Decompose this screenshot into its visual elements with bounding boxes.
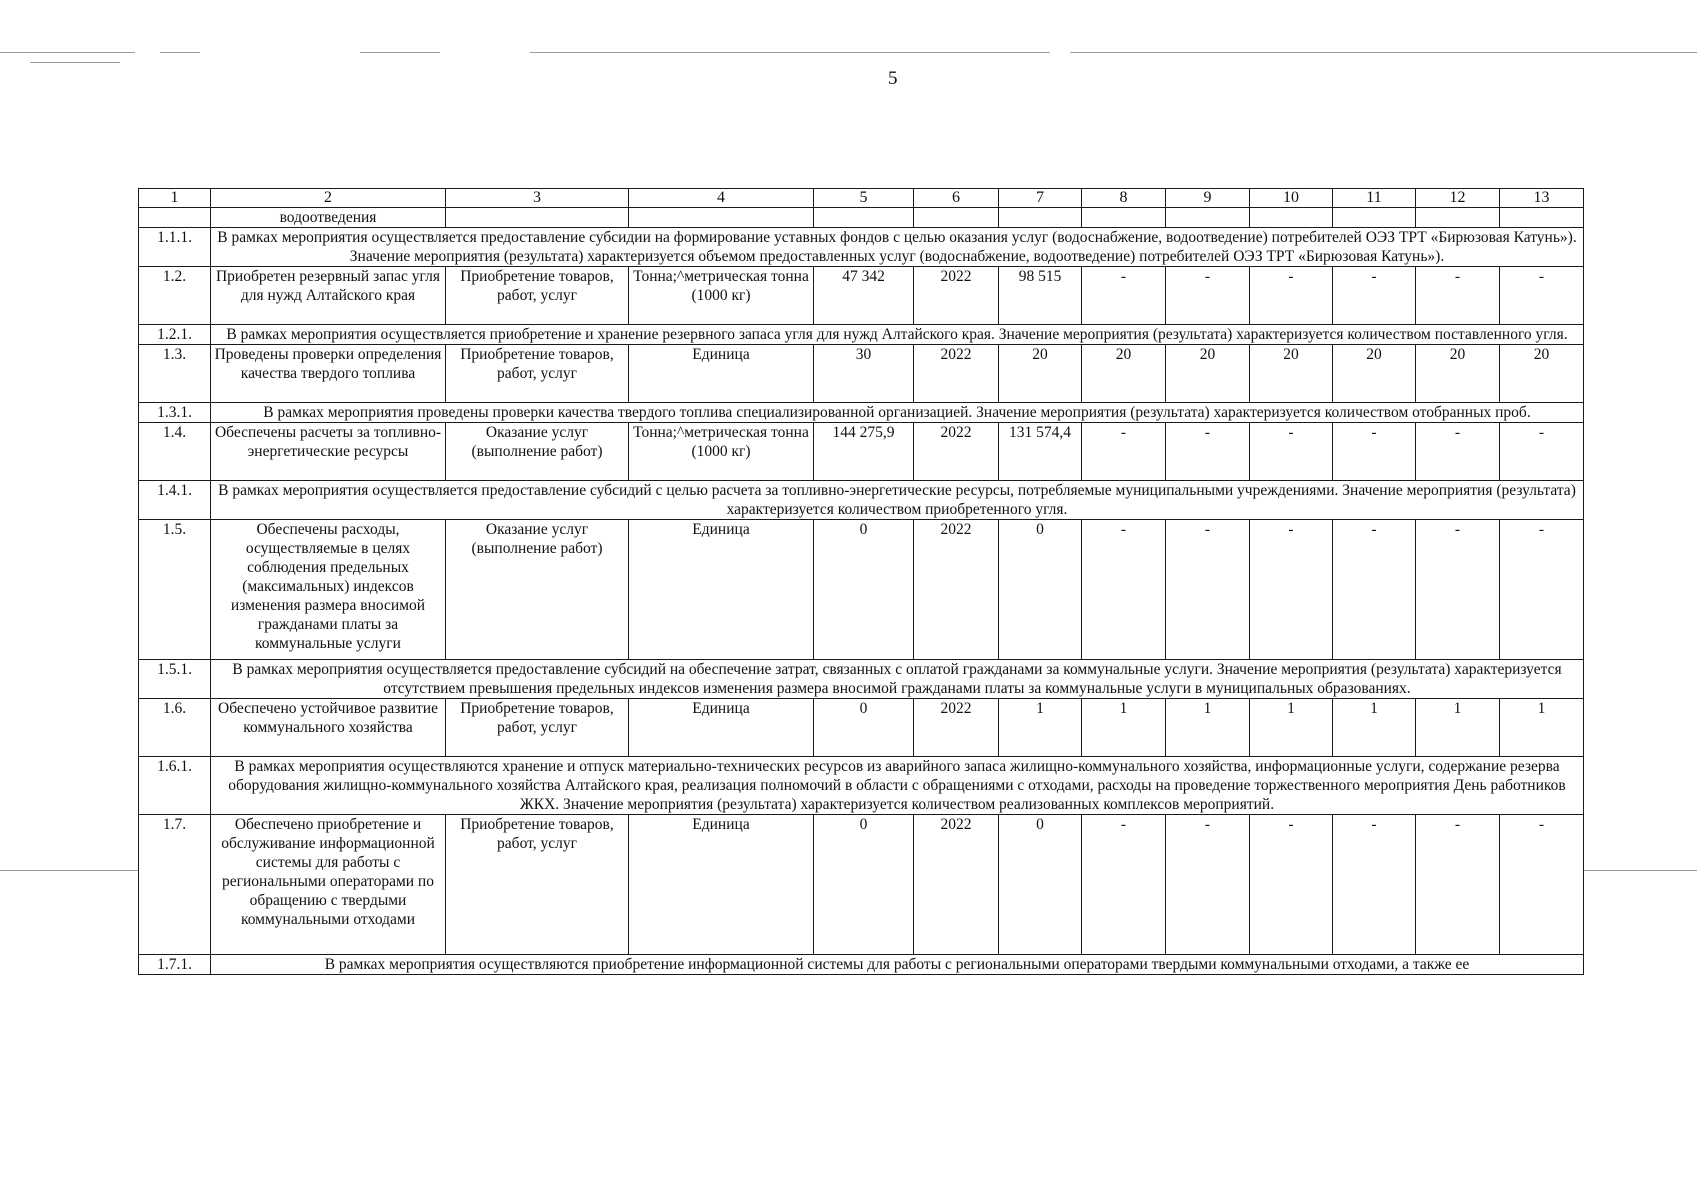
empty-cell [446, 208, 629, 228]
year-value: - [1250, 267, 1333, 325]
description-row [139, 660, 1584, 699]
row-id: 1.3. [139, 345, 211, 403]
base-value: 0 [814, 815, 914, 955]
year-value: - [1333, 520, 1416, 660]
empty-cell [629, 208, 814, 228]
year-value: 1 [1333, 699, 1416, 757]
empty-cell [914, 208, 999, 228]
column-number: 7 [999, 189, 1082, 208]
base-value: 0 [814, 699, 914, 757]
scan-artifact-top-1 [0, 52, 135, 53]
year-value: - [1250, 815, 1333, 955]
measure-description: В рамках мероприятия осуществляется предоставление субсидии на формирование уставных фондов с целью оказания услуг (водоснабжение, водоотведение) потребителей ОЭЗ ТРТ «Бирюзовая Катунь»). Значение мероприятия (результата) характеризуется объемом предоставленных услуг (водоснабжение, водоотведение) потребителей ОЭЗ ТРТ «Бирюзовая Катунь»). [211, 228, 1584, 267]
year-value: 1 [1416, 699, 1500, 757]
row-id: 1.3.1. [139, 403, 211, 423]
measure-row [139, 267, 1584, 325]
column-number: 2 [211, 189, 446, 208]
column-number: 3 [446, 189, 629, 208]
row-id: 1.2. [139, 267, 211, 325]
measure-name: Обеспечены расчеты за топливно-энергетические ресурсы [211, 423, 446, 481]
empty-cell [999, 208, 1082, 228]
scan-artifact-top-2 [160, 52, 200, 53]
measure-row [139, 815, 1584, 955]
row-id: 1.5.1. [139, 660, 211, 699]
year-value: - [1333, 815, 1416, 955]
column-number: 9 [1166, 189, 1250, 208]
continuation-row [139, 208, 1584, 228]
description-row [139, 403, 1584, 423]
scan-artifact-mid-1 [0, 870, 138, 871]
year-value: - [1082, 815, 1166, 955]
row-id: 1.4.1. [139, 481, 211, 520]
column-number: 12 [1416, 189, 1500, 208]
year-value: 1 [1250, 699, 1333, 757]
empty-cell [1082, 208, 1166, 228]
measure-description: В рамках мероприятия осуществляется приобретение и хранение резервного запаса угля для нужд Алтайского края. Значение мероприятия (результата) характеризуется количеством поставленного угля. [211, 325, 1584, 345]
measure-name: Проведены проверки определения качества твердого топлива [211, 345, 446, 403]
base-value: 0 [814, 520, 914, 660]
measure-row [139, 423, 1584, 481]
measure-type: Приобретение товаров, работ, услуг [446, 699, 629, 757]
column-number: 11 [1333, 189, 1416, 208]
measure-unit: Единица [629, 520, 814, 660]
description-row [139, 325, 1584, 345]
measure-name: Обеспечены расходы, осуществляемые в целях соблюдения предельных (максимальных) индексов изменения размера вносимой гражданами платы за коммунальные услуги [211, 520, 446, 660]
year-value: 20 [1416, 345, 1500, 403]
base-year: 2022 [914, 267, 999, 325]
year-value: 0 [999, 815, 1082, 955]
measure-unit: Единица [629, 345, 814, 403]
row-id: 1.6.1. [139, 757, 211, 815]
description-row [139, 955, 1584, 975]
measure-unit: Единица [629, 815, 814, 955]
column-number: 6 [914, 189, 999, 208]
year-value: - [1416, 520, 1500, 660]
year-value: - [1166, 520, 1250, 660]
row-id: 1.2.1. [139, 325, 211, 345]
measure-type: Оказание услуг (выполнение работ) [446, 520, 629, 660]
year-value: 98 515 [999, 267, 1082, 325]
measure-name: Обеспечено приобретение и обслуживание информационной системы для работы с региональными операторами по обращению с твердыми коммунальными отходами [211, 815, 446, 955]
page-number: 5 [888, 68, 898, 89]
row-id: 1.5. [139, 520, 211, 660]
year-value: - [1416, 815, 1500, 955]
year-value: 20 [1166, 345, 1250, 403]
measure-type: Приобретение товаров, работ, услуг [446, 267, 629, 325]
measure-row [139, 699, 1584, 757]
year-value: - [1333, 267, 1416, 325]
measure-type: Приобретение товаров, работ, услуг [446, 345, 629, 403]
year-value: - [1082, 423, 1166, 481]
row-id: 1.6. [139, 699, 211, 757]
year-value: 0 [999, 520, 1082, 660]
year-value: 20 [1333, 345, 1416, 403]
measures-table [138, 188, 1584, 975]
measure-type: Оказание услуг (выполнение работ) [446, 423, 629, 481]
year-value: - [1082, 267, 1166, 325]
column-number: 8 [1082, 189, 1166, 208]
column-number: 13 [1500, 189, 1584, 208]
year-value: 131 574,4 [999, 423, 1082, 481]
description-row [139, 757, 1584, 815]
measure-description: В рамках мероприятия осуществляется предоставление субсидий с целью расчета за топливно-энергетические ресурсы, потребляемые муниципальными учреждениями. Значение мероприятия (результата) характеризуется количеством приобретенного угля. [211, 481, 1584, 520]
empty-cell [1416, 208, 1500, 228]
base-year: 2022 [914, 520, 999, 660]
column-number-row [139, 189, 1584, 208]
measure-unit: Единица [629, 699, 814, 757]
year-value: 1 [999, 699, 1082, 757]
row-id: 1.1.1. [139, 228, 211, 267]
continuation-text: водоотведения [211, 208, 446, 228]
row-id: 1.7.1. [139, 955, 211, 975]
year-value: - [1333, 423, 1416, 481]
year-value: - [1500, 267, 1584, 325]
year-value: 20 [1082, 345, 1166, 403]
table-body [139, 189, 1584, 975]
year-value: - [1166, 267, 1250, 325]
column-number: 4 [629, 189, 814, 208]
year-value: - [1166, 815, 1250, 955]
year-value: - [1416, 423, 1500, 481]
column-number: 10 [1250, 189, 1333, 208]
base-year: 2022 [914, 699, 999, 757]
empty-cell [1250, 208, 1333, 228]
year-value: 1 [1082, 699, 1166, 757]
scan-artifact-top-3 [360, 52, 440, 53]
scan-artifact-top-6 [30, 62, 120, 63]
measure-row [139, 345, 1584, 403]
column-number: 1 [139, 189, 211, 208]
year-value: 20 [1500, 345, 1584, 403]
row-id-cell [139, 208, 211, 228]
measure-description: В рамках мероприятия проведены проверки качества твердого топлива специализированной организацией. Значение мероприятия (результата) характеризуется количеством отобранных проб. [211, 403, 1584, 423]
empty-cell [814, 208, 914, 228]
year-value: - [1500, 815, 1584, 955]
measure-unit: Тонна;^метрическая тонна (1000 кг) [629, 267, 814, 325]
year-value: - [1500, 520, 1584, 660]
row-id: 1.7. [139, 815, 211, 955]
measure-name: Обеспечено устойчивое развитие коммунального хозяйства [211, 699, 446, 757]
column-number: 5 [814, 189, 914, 208]
base-year: 2022 [914, 345, 999, 403]
year-value: - [1166, 423, 1250, 481]
base-value: 144 275,9 [814, 423, 914, 481]
year-value: - [1500, 423, 1584, 481]
scan-artifact-top-4 [530, 52, 1050, 53]
year-value: - [1082, 520, 1166, 660]
empty-cell [1166, 208, 1250, 228]
measure-name: Приобретен резервный запас угля для нужд Алтайского края [211, 267, 446, 325]
scan-artifact-mid-2 [1583, 870, 1697, 871]
year-value: 1 [1500, 699, 1584, 757]
year-value: - [1250, 423, 1333, 481]
description-row [139, 481, 1584, 520]
empty-cell [1500, 208, 1584, 228]
measure-description: В рамках мероприятия осуществляются приобретение информационной системы для работы с региональными операторами твердыми коммунальными отходами, а также ее [211, 955, 1584, 975]
measure-unit: Тонна;^метрическая тонна (1000 кг) [629, 423, 814, 481]
scan-artifact-top-5 [1070, 52, 1697, 53]
year-value: - [1416, 267, 1500, 325]
description-row [139, 228, 1584, 267]
measure-row [139, 520, 1584, 660]
base-value: 30 [814, 345, 914, 403]
measure-description: В рамках мероприятия осуществляется предоставление субсидий на обеспечение затрат, связанных с оплатой гражданами за коммунальные услуги. Значение мероприятия (результата) характеризуется отсутствием превышения предельных индексов изменения размера вносимой гражданами платы за коммунальные услуги в муниципальных образованиях. [211, 660, 1584, 699]
year-value: - [1250, 520, 1333, 660]
year-value: 20 [999, 345, 1082, 403]
measure-description: В рамках мероприятия осуществляются хранение и отпуск материально-технических ресурсов из аварийного запаса жилищно-коммунального хозяйства, информационные услуги, содержание резерва оборудования жилищно-коммунального хозяйства Алтайского края, реализация полномочий в области с обращениями с отходами, расходы на проведение торжественного мероприятия День работников ЖКХ. Значение мероприятия (результата) характеризуется количеством реализованных комплексов мероприятий. [211, 757, 1584, 815]
base-year: 2022 [914, 423, 999, 481]
measure-type: Приобретение товаров, работ, услуг [446, 815, 629, 955]
year-value: 1 [1166, 699, 1250, 757]
row-id: 1.4. [139, 423, 211, 481]
base-value: 47 342 [814, 267, 914, 325]
empty-cell [1333, 208, 1416, 228]
year-value: 20 [1250, 345, 1333, 403]
base-year: 2022 [914, 815, 999, 955]
